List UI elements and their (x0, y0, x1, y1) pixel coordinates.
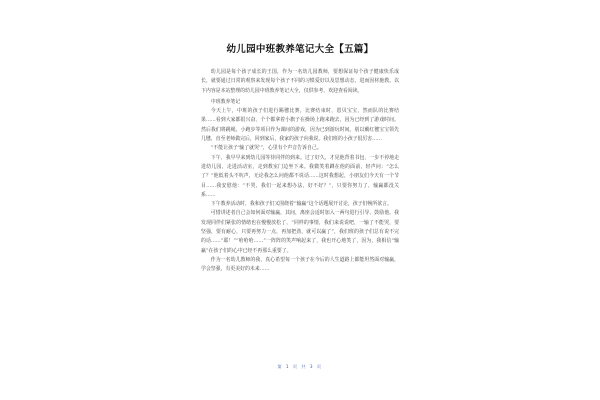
paragraph: 下午教养活动时，我和孩子们又围绕着“输赢”这个话题展开讨论，孩子们畅所欲言。 (210, 201, 392, 208)
paragraph-intro: 幼儿园是每个孩子成长的王国，作为一名幼儿园教师，要想保证每个孩子健康快乐成长，就要通过日常的观察来发现每个孩子不同的习惯爱好以及思想动态，进而因材施教。以下内容是本站整理的幼儿园中班教养笔记大全，仅供参考，欢迎查看阅读。 (201, 69, 399, 94)
page-indicator: 第 1 页 共 3 页 (277, 364, 323, 369)
paragraph: 下午，我早早来到幼儿园等待同伴的到来。过了好久，才见他背着书包，一步不停地走进幼儿园，走进活动室，走到教室门边坐下来。我微笑着蹲在他的面前，轻声问：“怎么了？”他低着头不吭声，无论我怎么问他都不说话……这时我想起，小朋友们今天有一个节目……我安慰他：“不哭，我们一起来想办法，好不好？”，只要你努力了，输赢都没关系…… (201, 154, 399, 198)
paragraph: 可惜讲述者自己会如何面对输赢，其间，离座会适时加入一两句进行引导、鼓励他。我发现同伴们紧张的情绪也在慢慢放松了，“同样的事情，我们来说说吧，一输了不能哭，要坚强，要有耐心，只要再努力一点，再加把劲，就可以赢了”，我们班的孩子们总有说不完的话……“耶！”“哈哈哈……”一阵阵的笑声响起来了，我也开心地笑了，因为，我相信“输赢”在孩子们的心中已经不再那么重要了。 (201, 210, 399, 254)
paragraph-closing: 作为一名幼儿教师的我，真心希望每一个孩子在今后的人生道路上都能坦然面对输赢，学会坚强，有更美好的未来…… (201, 256, 399, 273)
document-title: 幼儿园中班教养笔记大全【五篇】 (226, 44, 374, 55)
paragraph-subheading: 中班教养笔记 (210, 98, 241, 105)
paragraph: 今天上午，中班的孩子们进行踢毽比赛，比赛结束时，恩贝宝宝，然而队的比赛结果……看到大家都很兴奋，个个都拿着小旗子在操场上跑来跑去，因为已经到了游戏时间。然后我们将跳绳、小跑步等项目作为课间的游戏，因为已到游玩时间。别以戴红毽宝宝领先几毽，直至老师做完后，回到家后，我家的孩子向我说，我们班的小孩子很厉害…… (201, 108, 399, 143)
document-body (201, 68, 399, 275)
paragraph: “不能让孩子‘输了就哭’”，心里有个声音告诉自己。 (210, 145, 322, 152)
